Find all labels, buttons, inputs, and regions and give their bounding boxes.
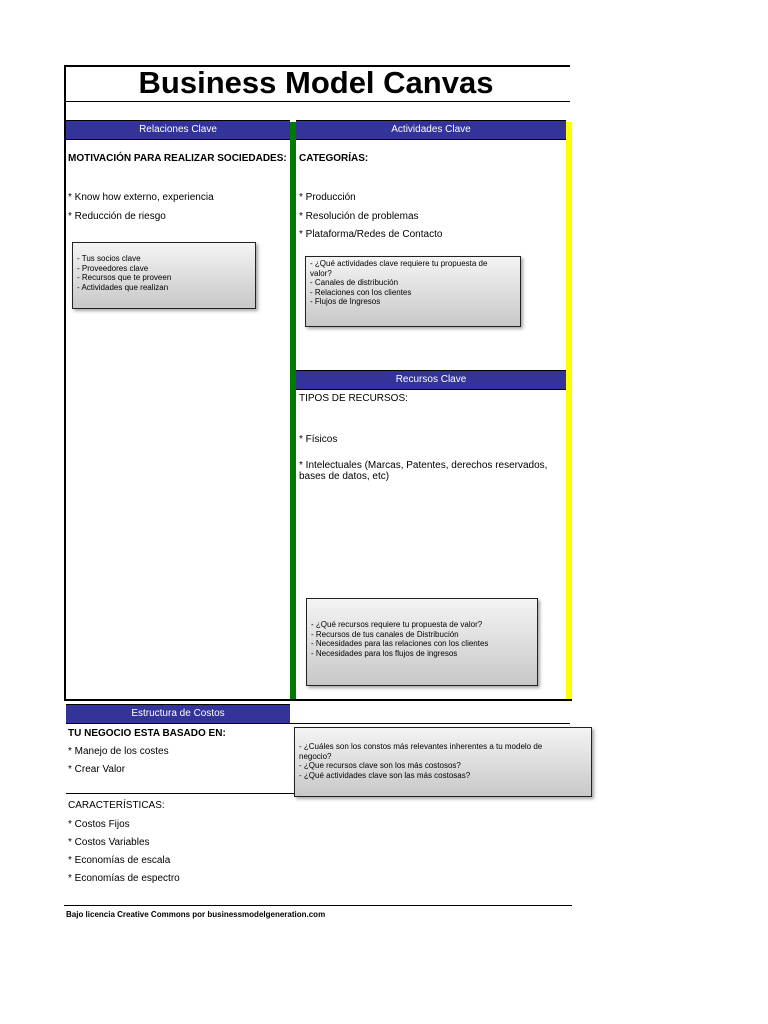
relaciones-item: * Reducción de riesgo bbox=[68, 211, 166, 222]
actividades-item: * Producción bbox=[299, 192, 356, 203]
header-estructura-costos: Estructura de Costos bbox=[66, 704, 290, 724]
actividades-heading: CATEGORÍAS: bbox=[299, 153, 369, 164]
costos-separator bbox=[66, 793, 294, 794]
left-border bbox=[64, 122, 66, 700]
costos-heading: TU NEGOCIO ESTA BASADO EN: bbox=[68, 728, 226, 739]
relaciones-heading: MOTIVACIÓN PARA REALIZAR SOCIEDADES: bbox=[68, 153, 287, 164]
page-title: Business Model Canvas bbox=[138, 65, 494, 100]
costos-item: * Crear Valor bbox=[68, 764, 126, 775]
costos-note: - ¿Cuáles son los constos más relevantes inherentes a tu modelo de negocio? - ¿Que recursos clave son los más costosos? - ¿Qué actividades clave son las más costosas? bbox=[294, 727, 592, 797]
header-relaciones-clave: Relaciones Clave bbox=[66, 120, 290, 140]
costos-item: * Manejo de los costes bbox=[68, 746, 169, 757]
actividades-item: * Resolución de problemas bbox=[299, 211, 419, 222]
bottom-rule bbox=[64, 905, 572, 906]
header-recursos-clave: Recursos Clave bbox=[296, 370, 566, 390]
actividades-item: * Plataforma/Redes de Contacto bbox=[299, 229, 443, 240]
recursos-item: bases de datos, etc) bbox=[299, 471, 390, 482]
caracteristica-item: * Economías de espectro bbox=[68, 873, 180, 884]
caracteristica-item: * Economías de escala bbox=[68, 855, 171, 866]
costos-header-rule bbox=[290, 723, 570, 724]
relaciones-item: * Know how externo, experiencia bbox=[68, 192, 214, 203]
recursos-item: * Intelectuales (Marcas, Patentes, derechos reservados, bbox=[299, 460, 548, 471]
caracteristica-item: * Costos Variables bbox=[68, 837, 150, 848]
column-divider-green bbox=[290, 122, 296, 699]
actividades-note: - ¿Qué actividades clave requiere tu propuesta de valor? - Canales de distribución - Relaciones con los clientes - Flujos de Ingresos bbox=[305, 256, 521, 327]
column-divider-yellow bbox=[566, 122, 572, 700]
caracteristica-item: * Costos Fijos bbox=[68, 819, 130, 830]
title-divider bbox=[66, 101, 570, 102]
recursos-heading: TIPOS DE RECURSOS: bbox=[299, 393, 408, 404]
relaciones-note: - Tus socios clave - Proveedores clave - Recursos que te proveen - Actividades que realizan bbox=[72, 242, 256, 309]
header-actividades-clave: Actividades Clave bbox=[296, 120, 566, 140]
section-divider bbox=[64, 699, 572, 701]
recursos-item: * Físicos bbox=[299, 434, 338, 445]
license-footer: Bajo licencia Creative Commons por businessmodelgeneration.com bbox=[66, 910, 326, 919]
recursos-note: - ¿Qué recursos requiere tu propuesta de valor? - Recursos de tus canales de Distribución - Necesidades para las relaciones con los clientes - Necesidades para los flujos de ingresos bbox=[306, 598, 538, 686]
caracteristicas-heading: CARACTERÍSTICAS: bbox=[68, 800, 165, 811]
